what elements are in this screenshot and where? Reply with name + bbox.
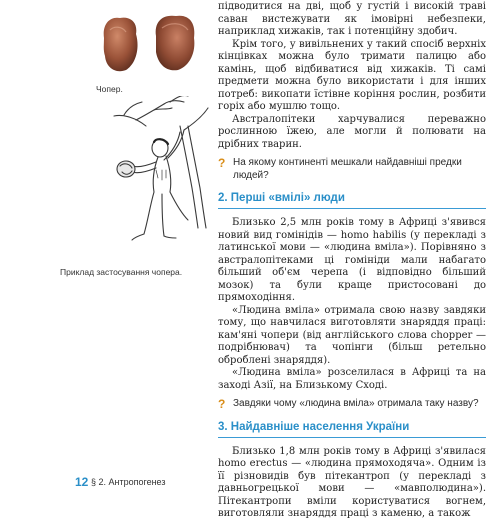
section-reference: § 2. Антропогенез [91,477,166,487]
chopper-caption: Чопер. [96,84,123,94]
illustration-column [0,0,215,480]
paragraph-1: підводитися на дві, щоб у густій і високій траві саван вистежувати як імовірні небезпеки, наприклад хижаків, так і потенційну здобич. [218,1,486,37]
question-2 [218,398,486,411]
paragraph-7: Близько 1,8 млн років тому в Африці з'явилася homo erectus — «людина прямоходяча». Одним із її різновидів був пітекантроп (у перекладі з давньогрецької мови — «мавполюдина»). Пітекантропи вміли користуватися вогнем, виготовляли знаряддя праці з каменю, а також [218,445,486,519]
section-2-suffix: » люди [303,192,345,204]
question-1 [218,157,486,182]
paragraph-3: Австралопітеки харчувалися переважно рослинною їжею, але могли й полювати на дрібних тварин. [218,113,486,150]
text-column [218,0,486,521]
paragraph-6: «Людина вміла» розселилася в Африці та на заході Азії, на Близькому Сході. [218,367,486,391]
hominid-illustration [84,96,214,246]
question-1-text: На якому континенті мешкали найдавніші предки людей? [233,157,462,181]
paragraph-2: Крім того, у вивільнених у такий спосіб верхніх кінцівках можна було тримати палицю або камінь, щоб відбиватися від хижаків. Ті самі предмети можна було використати і для інших потреб: викопати їстівне коріння рослин, розбити горіх або мушлю тощо. [218,38,486,112]
illustration-caption: Приклад застосування чопера. [60,267,183,277]
section-2-prefix: 2. Перші « [218,192,275,204]
section-heading-2 [218,191,486,209]
question-mark-icon: ? [218,397,226,411]
section-2-emphasis: вмілі [274,192,304,204]
paragraph-4: Близько 2,5 млн років тому в Африці з'явився новий вид гомінідів — homo habilis (у перекладі з латинської мови — «людина вміла»). Порівняно з австралопітеками ці гомініди мали набагато більший об'єм черепа (і відповідно більший мозок) та були краще пристосовані до прямоходіння. [218,217,486,303]
question-mark-icon: ? [218,156,226,170]
section-heading-3: 3. Найдавніше населення України [218,420,486,438]
question-2-text: Завдяки чому «людина вміла» отримала таку назву? [233,398,479,409]
paragraph-5: «Людина вміла» отримала свою назву завдяки тому, що навчилася виготовляти знаряддя праці: кам'яні чопери (від англійського слова chopper — подрібнювач) та чопінги (більш ретельно оброблені знаряддя). [218,304,486,366]
page-number: 12 [75,475,89,489]
chopper-stones-image [96,8,216,78]
